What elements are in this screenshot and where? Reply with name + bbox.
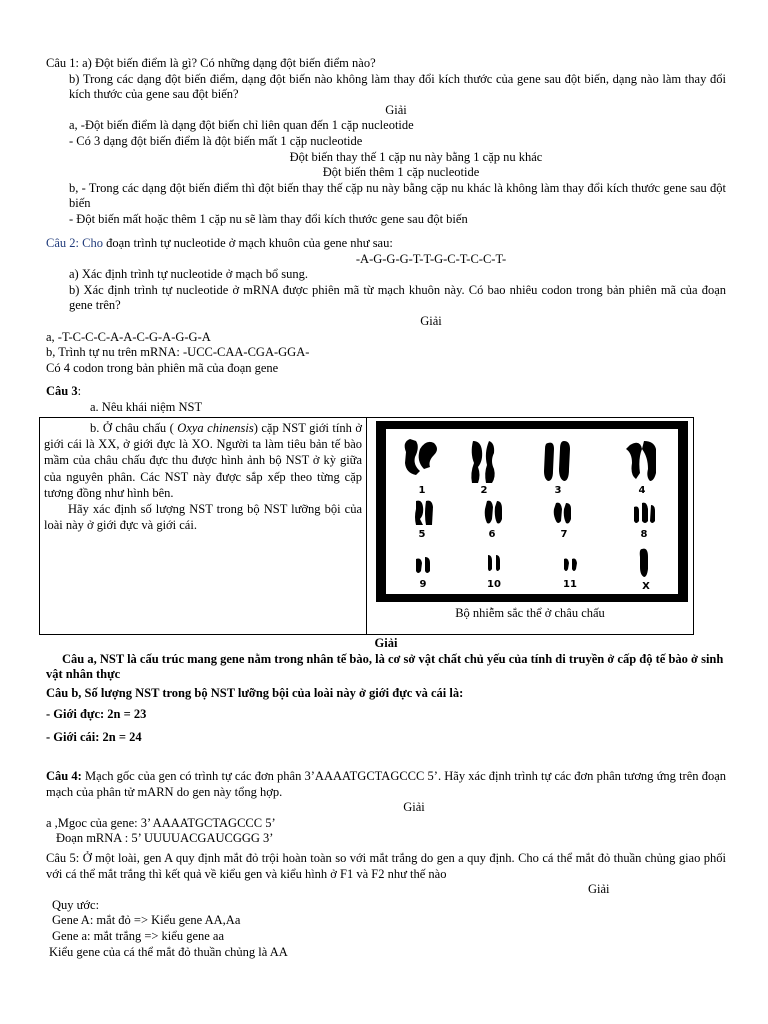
karyotype-label-11: 11 bbox=[563, 579, 577, 590]
q3-table bbox=[39, 417, 694, 635]
q3-task: Hãy xác định số lượng NST trong bộ NST lưỡng bội của loài này ở giới đực và giới cái. bbox=[44, 502, 362, 533]
question-5 bbox=[46, 851, 726, 960]
q4-text bbox=[46, 769, 726, 800]
q3-text-cell bbox=[40, 418, 367, 634]
q3-answer-b: Câu b, Số lượng NST trong bộ NST lưỡng bội của loài này ở giới đực và cái là: bbox=[46, 685, 464, 700]
q3-label: Câu 3 bbox=[46, 384, 78, 398]
q3-giai: Giải bbox=[374, 636, 398, 650]
chromosome-pair-2 bbox=[471, 441, 494, 483]
q1-answer-b2: - Đột biến mất hoặc thêm 1 cặp nu sẽ làm thay đổi kích thước gene sau đột biến bbox=[69, 211, 468, 226]
q5-giai: Giải bbox=[588, 882, 610, 897]
chromosome-pair-6 bbox=[485, 501, 502, 524]
q2-cho: Cho bbox=[82, 236, 103, 250]
q3-part-a: a. Nêu khái niệm NST bbox=[90, 399, 203, 414]
question-2 bbox=[46, 236, 726, 376]
karyotype-label-7: 7 bbox=[560, 529, 568, 540]
q1-answer-a4: Đột biến thêm 1 cặp nucleotide bbox=[322, 165, 480, 180]
q3-part-b-pre: b. Ở châu chấu ( bbox=[90, 421, 178, 435]
karyotype-label-2: 2 bbox=[480, 485, 488, 496]
q3-part-b bbox=[44, 420, 362, 501]
q3-colon: : bbox=[77, 384, 82, 398]
q2-answer-b: b, Trình tự nu trên mRNA: -UCC-CAA-CGA-GGA- bbox=[46, 345, 310, 360]
q2-part-b: b) Xác định trình tự nucleotide ở mRNA được phiên mã từ mạch khuôn này. Có bao nhiêu codon trong bản phiên mã của đoạn gene trên? bbox=[69, 282, 726, 313]
karyotype-label-5: 5 bbox=[418, 529, 426, 540]
q1-answer-b1: b, - Trong các dạng đột biến điểm thì đột biến thay thế cặp nu này bằng cặp nu khác là không làm thay đổi kích thước gene sau đột biến bbox=[69, 180, 726, 211]
chromosome-pair-1 bbox=[405, 439, 437, 475]
karyotype-label-8: 8 bbox=[640, 529, 648, 540]
q4-answer-1: a ,Mgoc của gene: 3’ AAAATGCTAGCCC 5’ bbox=[46, 815, 276, 830]
q1-part-b: b) Trong các dạng đột biến điểm, dạng đột biến nào không làm thay đổi kích thước của gene sau đột biến, dạng nào làm thay đổi kích thước của gene sau đột biến? bbox=[69, 71, 726, 102]
karyotype-label-4: 4 bbox=[638, 485, 646, 496]
chromosome-x bbox=[640, 549, 648, 577]
q4-answer-2: Đoạn mRNA : 5’ UUUUACGAUCGGG 3’ bbox=[56, 831, 274, 846]
karyotype-label-3: 3 bbox=[554, 485, 562, 496]
chromosome-pair-4 bbox=[626, 441, 656, 481]
question-1 bbox=[46, 56, 726, 228]
karyotype-label-10: 10 bbox=[487, 579, 501, 590]
q2-answer-a: a, -T-C-C-C-A-A-C-G-A-G-G-A bbox=[46, 329, 211, 344]
q5-line-3: Gene a: mắt trắng => kiểu gene aa bbox=[52, 928, 225, 943]
q5-line-4: Kiểu gene của cá thể mắt đỏ thuần chủng là AA bbox=[49, 944, 288, 959]
question-3-header bbox=[46, 384, 726, 415]
q2-answer-c: Có 4 codon trong bản phiên mã của đoạn gene bbox=[46, 360, 279, 375]
q2-giai: Giải bbox=[420, 313, 442, 328]
chromosome-pair-7 bbox=[554, 503, 571, 524]
karyotype-label-9: 9 bbox=[419, 579, 427, 590]
chromosome-pair-10 bbox=[488, 555, 500, 571]
q2-title bbox=[46, 236, 726, 252]
q3-female: - Giới cái: 2n = 24 bbox=[46, 729, 142, 744]
karyotype-label-6: 6 bbox=[488, 529, 496, 540]
question-4 bbox=[46, 769, 726, 847]
q2-part-a: a) Xác định trình tự nucleotide ở mạch bổ sung. bbox=[69, 267, 309, 282]
q2-label: Câu 2: bbox=[46, 236, 79, 250]
q3-answer-a: Câu a, NST là cấu trúc mang gene nằm trong nhân tế bào, là cơ sở vật chất chủ yếu của tính di truyền ở cấp độ tế bào ở sinh vật nhân thực bbox=[46, 651, 724, 682]
karyotype-label-x: X bbox=[642, 581, 650, 592]
q1-answer-a2: - Có 3 dạng đột biến điểm là đột biến mất 1 cặp nucleotide bbox=[69, 133, 363, 148]
q4-label: Câu 4: bbox=[46, 769, 82, 783]
q4-giai: Giải bbox=[403, 800, 425, 815]
q2-sequence: -A-G-G-G-T-T-G-C-T-C-C-T- bbox=[355, 251, 507, 266]
chromosome-pair-5 bbox=[415, 501, 433, 525]
karyotype-label-1: 1 bbox=[418, 485, 426, 496]
q5-line-1: Quy ước: bbox=[52, 897, 100, 912]
q5-text: Câu 5: Ở một loài, gen A quy định mắt đỏ trội hoàn toàn so với mắt trắng do gen a quy định. Cho cá thể mắt đỏ thuần chủng giao phối với cá thể mắt trắng thì kết quả về kiểu gen và kiểu hình ở F1 và F2 như thế nào bbox=[46, 851, 726, 881]
q1-answer-a3: Đột biến thay thế 1 cặp nu này bằng 1 cặp nu khác bbox=[289, 149, 543, 164]
chromosome-pair-8 bbox=[634, 503, 655, 523]
q5-line-2: Gene A: mắt đỏ => Kiểu gene AA,Aa bbox=[52, 913, 241, 928]
q1-title: Câu 1: a) Đột biến điểm là gì? Có những dạng đột biến điểm nào? bbox=[46, 56, 376, 70]
q3-part-b-post: ) cặp NST giới tính ở giới cái là XX, ở giới đực là XO. Người ta làm tiêu bản tế bào mầm của châu chấu đực thu được hình ảnh bộ NST ở kỳ giữa của nguyên phân. Các NST này được sắp xếp theo từng cặp tương đồng như hình bên. bbox=[44, 421, 362, 500]
chromosome-pair-11 bbox=[564, 559, 577, 572]
q1-giai: Giải bbox=[385, 102, 407, 117]
q4-body: Mạch gốc của gen có trình tự các đơn phân 3’AAAATGCTAGCCC 5’. Hãy xác định trình tự các đơn phân tương ứng trên đoạn mạch của phân tử mARN do gen này tổng hợp. bbox=[46, 769, 726, 799]
q3-male: - Giới đực: 2n = 23 bbox=[46, 707, 147, 722]
q2-title-rest: đoạn trình tự nucleotide ở mạch khuôn của gene như sau: bbox=[102, 236, 393, 250]
question-3-answer bbox=[46, 636, 726, 746]
q3-species: Oxya chinensis bbox=[177, 421, 254, 435]
q3-figure-cell bbox=[367, 418, 693, 634]
karyotype-image bbox=[386, 429, 678, 594]
chromosome-pair-9 bbox=[416, 557, 430, 573]
karyotype-labels bbox=[419, 485, 651, 592]
chromosome-pair-3 bbox=[544, 441, 570, 481]
figure-caption: Bộ nhiễm sắc thể ở châu chấu bbox=[455, 606, 605, 620]
q1-answer-a1: a, -Đột biến điểm là dạng đột biến chỉ liên quan đến 1 cặp nucleotide bbox=[69, 118, 414, 133]
karyotype-figure bbox=[376, 421, 688, 602]
